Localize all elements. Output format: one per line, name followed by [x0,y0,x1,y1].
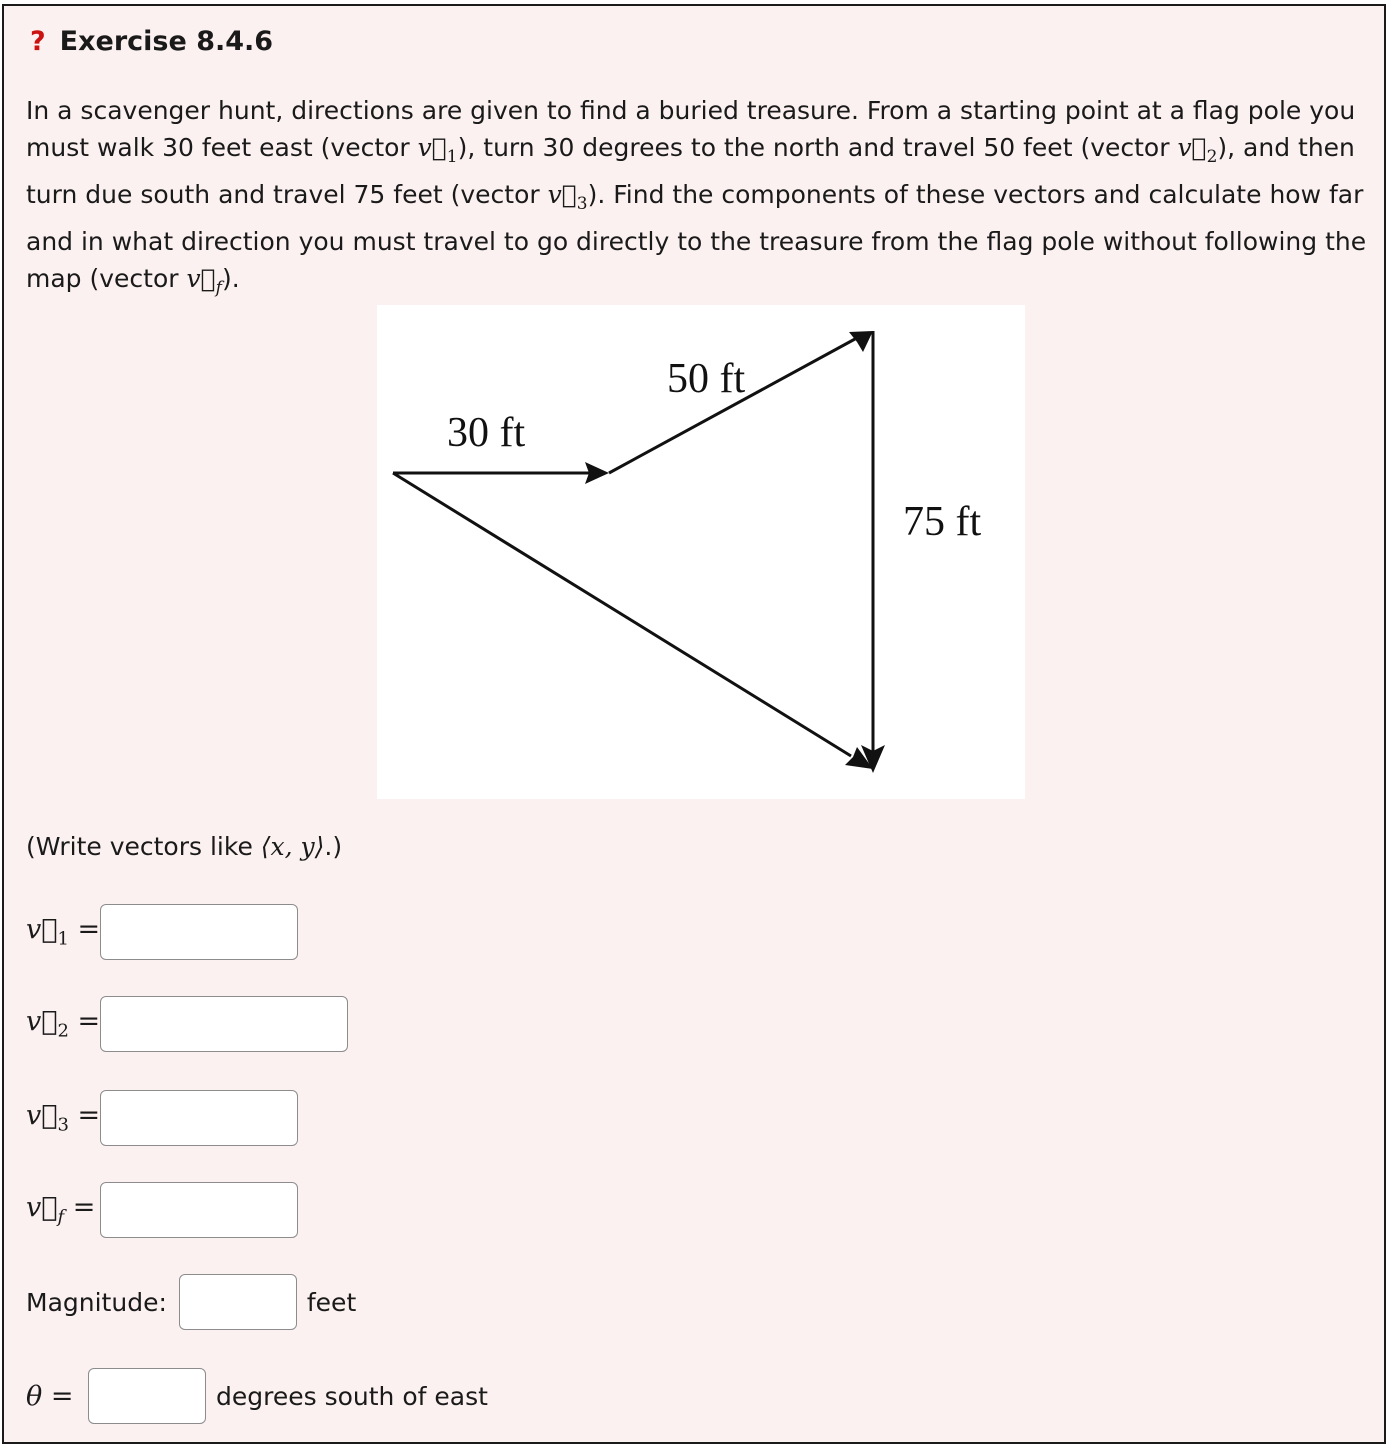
answer-row-v3 [26,1088,298,1148]
v1-input[interactable] [100,904,298,960]
exercise-title [30,26,273,57]
exercise-panel [2,4,1386,1444]
vf-input[interactable] [100,1182,298,1238]
answer-row-v1 [26,902,298,962]
prompt-text: ), and then turn due south and travel 75 feet (vector [26,133,1355,209]
magnitude-unit: feet [306,1287,357,1317]
vector-diagram [377,305,1025,799]
answer-row-vf [26,1180,298,1240]
question-icon: ? [30,26,46,57]
vf-label: $v⃗_f$ = [26,1192,96,1228]
prompt-text: ), turn 30 degrees to the north and travel 50 feet (vector [457,133,1178,162]
vector-v1: $v⃗_1$ [417,133,458,167]
vector-v3: $v⃗_3$ [547,180,588,214]
theta-input[interactable] [88,1368,206,1424]
v3-input[interactable] [100,1090,298,1146]
label-75ft: 75 ft [903,499,982,545]
hint-math: ⟨x, y⟩ [260,832,325,861]
vector-diagram-svg [377,305,1025,799]
magnitude-input[interactable] [179,1274,297,1330]
theta-label: θ = [26,1380,74,1412]
prompt-text: In a scavenger hunt, directions are given to find a buried treasure. From a starting point at a flag pole you must walk 30 feet east (vector [26,96,1356,162]
v2-label: $v⃗_2$ = [26,1006,101,1042]
vector-v2: $v⃗_2$ [1177,133,1218,167]
magnitude-label: Magnitude: [26,1287,167,1317]
prompt-text: ). [221,264,240,293]
v1-label: $v⃗_1$ = [26,914,101,950]
label-30ft: 30 ft [447,410,526,456]
answer-row-magnitude [26,1272,356,1332]
format-hint: (Write vectors like ⟨x, y⟩.) [26,832,343,861]
label-50ft: 50 ft [667,356,746,402]
prompt-text: ). Find the components of these vectors and calculate how far and in what direction you must travel to go directly to the treasure from the flag pole without following the map (vector [26,180,1367,293]
exercise-title-text: Exercise 8.4.6 [59,26,274,57]
answer-row-v2 [26,994,348,1054]
theta-unit: degrees south of east [216,1381,488,1411]
v3-label: $v⃗_3$ = [26,1100,101,1136]
answer-row-theta [26,1366,488,1426]
v2-input[interactable] [100,996,348,1052]
vector-vf: $v⃗_f$ [186,264,222,298]
problem-statement [26,92,1376,307]
resultant-vector-line [393,473,851,756]
